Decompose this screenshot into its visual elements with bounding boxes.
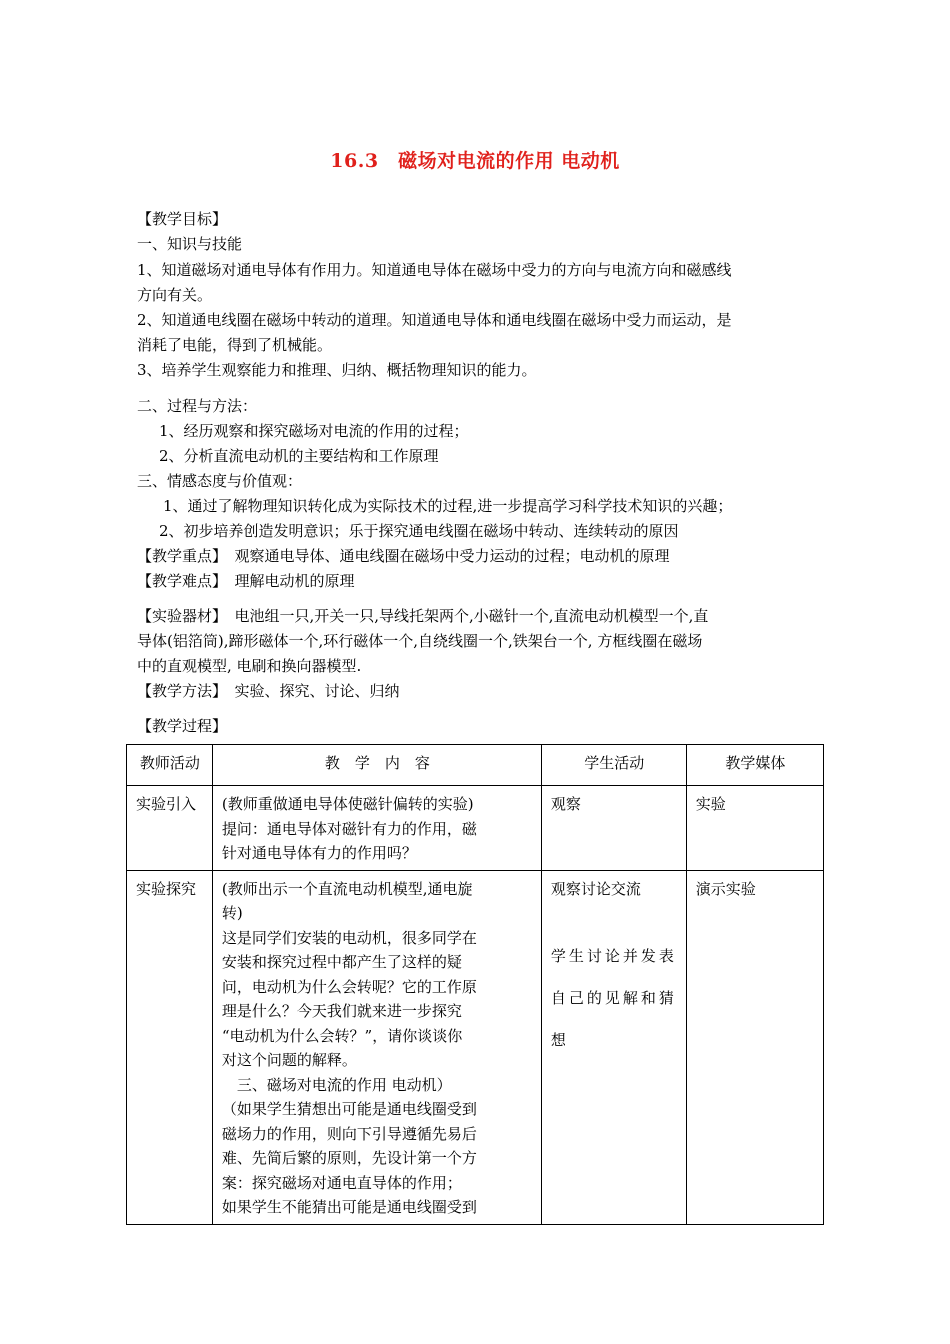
- header-student-activity: 学生活动: [541, 745, 686, 786]
- content-line: （如果学生猜想出可能是通电线圈受到: [221, 1100, 477, 1118]
- table-row: [127, 786, 824, 871]
- content-line: 针对通电导体有力的作用吗？: [221, 844, 417, 862]
- cell-content: [212, 786, 541, 871]
- content-line: 安装和探究过程中都产生了这样的疑: [221, 953, 462, 971]
- equipment-line: 导体(铝箔筒),蹄形磁体一个,环行磁体一个,自绕线圈一个,铁架台一个, 方框线圈在磁场: [137, 632, 703, 650]
- student-line: 学生讨论并发表: [550, 947, 677, 965]
- student-line: 自己的见解和猜: [550, 989, 677, 1007]
- text-line: 3、培养学生观察能力和推理、归纳、概括物理知识的能力。: [137, 361, 537, 379]
- header-media: 教学媒体: [686, 745, 823, 786]
- content-line: “电动机为什么会转？”，请你谈谈你: [221, 1026, 463, 1045]
- cell-student: 观察: [541, 786, 686, 871]
- cell-student: [541, 870, 686, 1224]
- content-line: 这是同学们安装的电动机，很多同学在: [221, 928, 477, 947]
- content-line: 转): [221, 904, 243, 922]
- text-line: 2、初步培养创造发明意识；乐于探究通电线圈在磁场中转动、连续转动的原因: [159, 522, 679, 540]
- procedure-table: [126, 744, 824, 1225]
- student-line: 观察讨论交流: [550, 879, 641, 898]
- cell-activity: 实验引入: [127, 786, 213, 871]
- text-line: 1、知道磁场对通电导体有作用力。知道通电导体在磁场中受力的方向与电流方向和磁感线: [137, 261, 732, 279]
- table-header-row: [127, 745, 824, 786]
- attitude-heading: 三、情感态度与价值观：: [137, 472, 303, 490]
- content-line: 问，电动机为什么会转呢？它的工作原: [221, 977, 477, 996]
- text-line: 1、通过了解物理知识转化成为实际技术的过程,进一步提高学习科学技术知识的兴趣；: [163, 497, 733, 515]
- cell-media: 实验: [686, 786, 823, 871]
- text-line: 2、分析直流电动机的主要结构和工作原理: [159, 447, 439, 465]
- equipment-line: 中的直观模型, 电刷和换向器模型.: [137, 657, 362, 675]
- cell-media: 演示实验: [686, 870, 823, 1224]
- content-line: 案：探究磁场对通电直导体的作用；: [221, 1173, 462, 1192]
- knowledge-heading: 一、知识与技能: [137, 235, 243, 253]
- section-objectives: 【教学目标】: [137, 210, 228, 228]
- difficulties: 【教学难点】 理解电动机的原理: [137, 572, 355, 590]
- content-line: 难、先简后繁的原则，先设计第一个方: [221, 1149, 477, 1167]
- table-row: [127, 870, 824, 1224]
- methods: 【教学方法】 实验、探究、讨论、归纳: [137, 682, 400, 700]
- cell-activity: 实验探究: [127, 870, 213, 1224]
- text-line: 方向有关。: [137, 286, 213, 304]
- page-title: 16.3 磁场对电流的作用 电动机: [330, 150, 620, 172]
- process-heading: 二、过程与方法：: [137, 397, 258, 415]
- key-points: 【教学重点】 观察通电导体、通电线圈在磁场中受力运动的过程；电动机的原理: [137, 547, 670, 565]
- cell-content: [212, 870, 541, 1224]
- content-line: 提问：通电导体对磁针有力的作用，磁: [221, 819, 477, 838]
- text-line: 2、知道通电线圈在磁场中转动的道理。知道通电导体和通电线圈在磁场中受力而运动，是: [137, 311, 732, 329]
- header-content: 教 学 内 容: [212, 745, 541, 786]
- student-line: 想: [550, 1031, 569, 1049]
- text-line: 消耗了电能，得到了机械能。: [137, 336, 333, 354]
- content-line: 如果学生不能猜出可能是通电线圈受到: [221, 1198, 477, 1216]
- content-line: 对这个问题的解释。: [221, 1051, 357, 1069]
- content-line: 理是什么？今天我们就来进一步探究: [221, 1002, 462, 1020]
- text-line: 1、经历观察和探究磁场对电流的作用的过程；: [159, 422, 469, 440]
- section-procedure: 【教学过程】: [137, 717, 228, 735]
- content-line: (教师重做通电导体使磁针偏转的实验): [221, 795, 474, 813]
- equipment-line: 【实验器材】 电池组一只,开关一只,导线托架两个,小磁针一个,直流电动机模型一个,直: [137, 607, 709, 625]
- content-line: 磁场力的作用，则向下引导遵循先易后: [221, 1124, 477, 1143]
- content-line: (教师出示一个直流电动机模型,通电旋: [221, 879, 473, 898]
- content-line: 三、磁场对电流的作用 电动机）: [221, 1075, 452, 1094]
- header-teacher-activity: 教师活动: [127, 745, 213, 786]
